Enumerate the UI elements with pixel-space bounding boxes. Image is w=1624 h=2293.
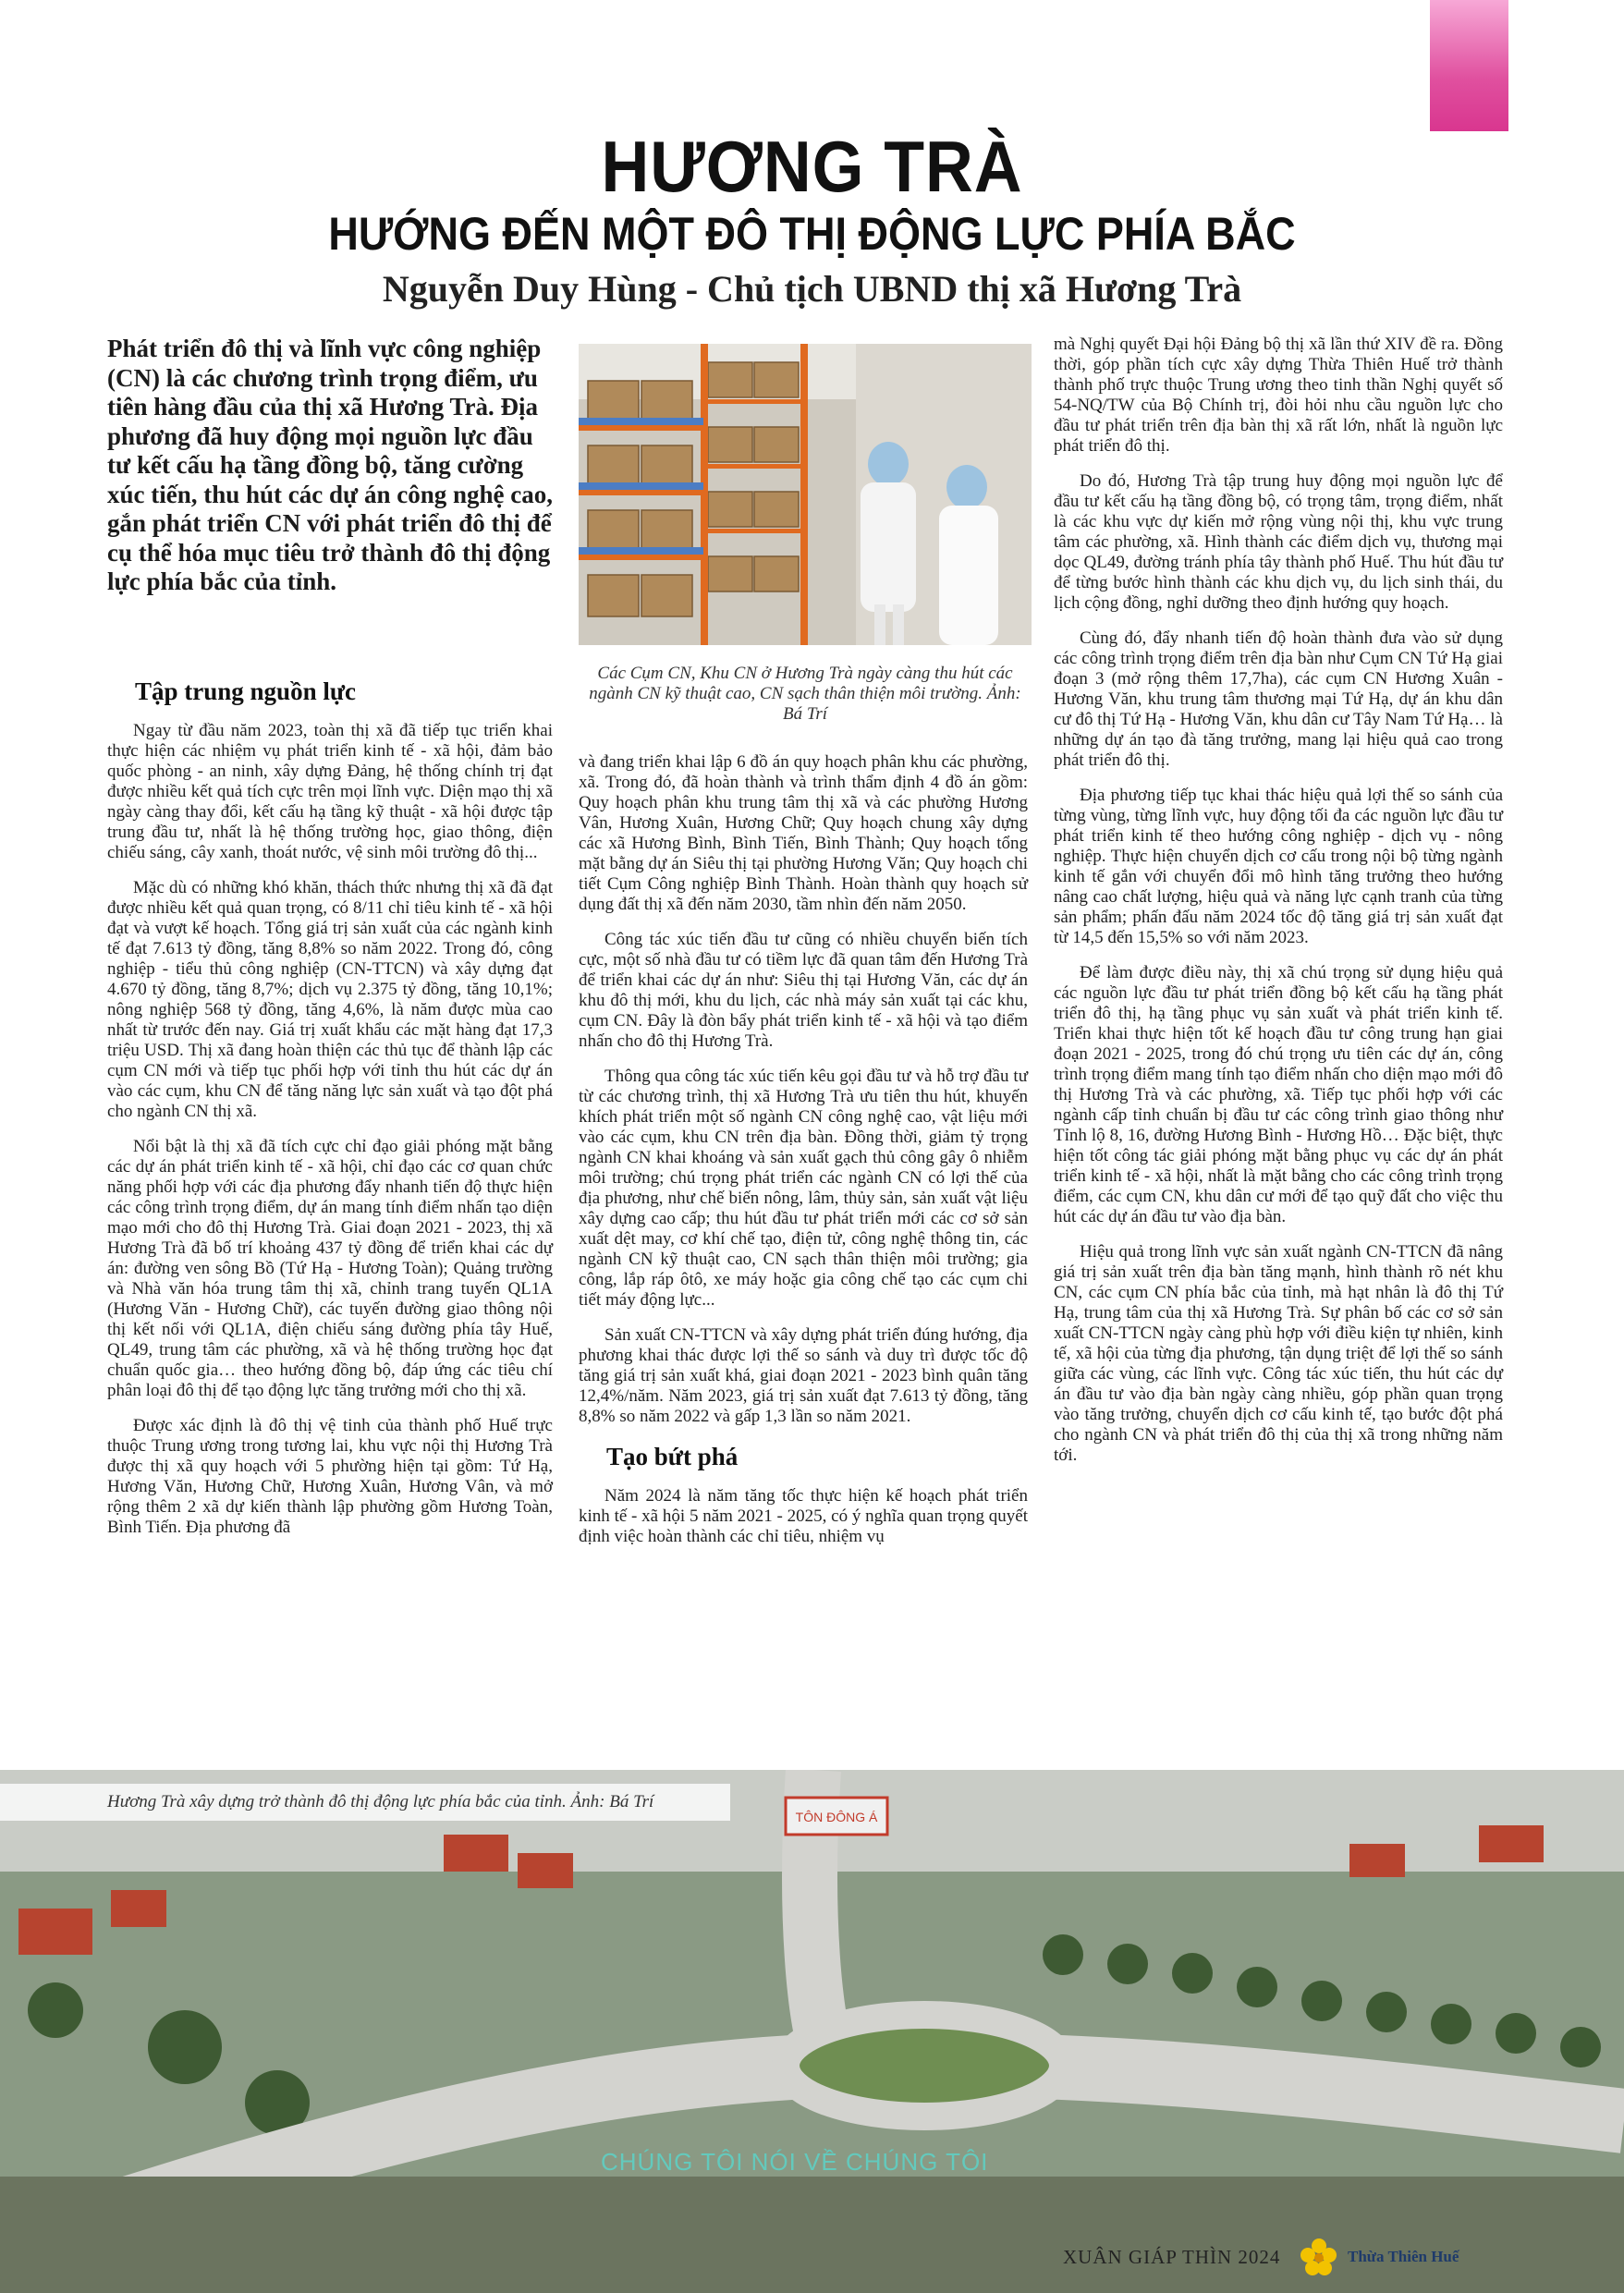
brand-name: Thừa Thiên Huế — [1348, 2248, 1459, 2265]
article-title: HƯƠNG TRÀ — [601, 126, 1023, 207]
column-left — [107, 677, 553, 1553]
paragraph: mà Nghị quyết Đại hội Đảng bộ thị xã lần thứ XIV đề ra. Đồng thời, góp phần tích cực xây dựng Thừa Thiên Huế trở thành thành phố trực thuộc Trung ương theo tinh thần Nghị quyết số 54-NQ/TW của Bộ Chính trị, đòi hỏi nhu cầu nguồn lực cho đầu tư phát triển trên địa bàn thị xã rất lớn, nhất là nguồn lực phát triển đô thị. — [1054, 335, 1503, 456]
column-middle — [579, 752, 1028, 1562]
issue-name: XUÂN GIÁP THÌN 2024 — [1063, 2246, 1281, 2268]
paragraph: Do đó, Hương Trà tập trung huy động mọi nguồn lực để đầu tư kết cấu hạ tầng đồng bộ, có trọng tâm, trọng điểm, nhất là các khu vực dự kiến mở rộng vùng nội thị, khu vực trung tâm các phường, xã. Hình thành các điểm dịch vụ, thương mại dọc QL49, đường tránh phía tây thành phố Huế. Thu hút đầu tư để từng bước hình thành các khu dịch vụ, du lịch sinh thái, du lịch cộng đồng, nghỉ dưỡng theo định hướng quy hoạch. — [1054, 471, 1503, 613]
paragraph: Năm 2024 là năm tăng tốc thực hiện kế hoạch phát triển kinh tế - xã hội 5 năm 2021 - 2025, có ý nghĩa quan trọng quyết định việc hoàn thành các chỉ tiêu, nhiệm vụ — [579, 1486, 1028, 1546]
article-subtitle: HƯỚNG ĐẾN MỘT ĐÔ THỊ ĐỘNG LỰC PHÍA BẮC — [328, 208, 1296, 260]
paragraph: Địa phương tiếp tục khai thác hiệu quả lợi thế so sánh của từng vùng, từng lĩnh vực, huy động tối đa các nguồn lực đầu tư phát triển kinh tế theo hướng công nghiệp - dịch vụ - nông nghiệp. Thực hiện chuyển dịch cơ cấu trong nội bộ từng ngành kinh tế gắn với chuyển đổi mô hình tăng trưởng theo hướng nâng cao chất lượng, hiệu quả và năng lực cạnh tranh của từng sản phẩm; phấn đấu năm 2024 tốc độ tăng giá trị sản xuất đạt từ 14,5 đến 15,5% so với năm 2023. — [1054, 786, 1503, 947]
section-heading: Tạo bứt phá — [606, 1443, 739, 1470]
paragraph: Nổi bật là thị xã đã tích cực chỉ đạo giải phóng mặt bằng các dự án phát triển kinh tế - xã hội, chỉ đạo các cơ quan chức năng phối hợp với các địa phương đẩy nhanh tiến độ thực hiện các công trình trọng điểm, dự án mang tính điểm nhấn tạo diện mạo mới cho đô thị Hương Trà. Giai đoạn 2021 - 2023, thị xã Hương Trà đã bố trí khoảng 437 tỷ đồng để triển khai các dự án: đường ven sông Bồ (Tứ Hạ - Hương Toàn); Quảng trường và Nhà văn hóa trung tâm thị xã, chỉnh trang tuyến QL1A (Hương Văn - Hương Chữ), các tuyến đường giao thông nội thị kết nối với QL1A, điện chiếu sáng đường phía tây Huế, QL49, trung tâm các phường, xã và hệ thống trường học đạt chuẩn quốc gia… theo hướng đồng bộ, đáp ứng các tiêu chí phân loại đô thị để tạo động lực tăng trưởng mới cho thị xã. — [107, 1137, 553, 1400]
column-right — [1054, 335, 1503, 1481]
paragraph: Cùng đó, đẩy nhanh tiến độ hoàn thành đưa vào sử dụng các công trình trọng điểm trên địa bàn như Cụm CN Tứ Hạ giai đoạn 3 (mở rộng thêm 17,7ha), các cụm CN Hương Xuân - Hương Văn, khu trung tâm thương mại Tứ Hạ, dự án khu dân cư đô thị Tứ Hạ - Hương Văn, khu dân cư Tây Nam Tứ Hạ… là những dự án tạo đà tăng trưởng, mang lại hiệu quả cao trong phát triển đô thị. — [1054, 628, 1503, 770]
paragraph: Sản xuất CN-TTCN và xây dựng phát triển đúng hướng, địa phương khai thác được lợi thế so sánh và duy trì được tốc độ tăng giá trị sản xuất khá, giai đoạn 2021 - 2023 bình quân tăng 12,4%/năm. Năm 2023, giá trị sản xuất đạt 7.613 tỷ đồng, tăng 8,8% so năm 2022 và gấp 1,3 lần so năm 2021. — [579, 1325, 1028, 1426]
section-heading: Tập trung nguồn lực — [135, 677, 357, 705]
paragraph: Để làm được điều này, thị xã chú trọng sử dụng hiệu quả các nguồn lực đầu tư phát triển đồng bộ kết cấu hạ tầng phát triển đô thị, hạ tầng phục vụ sản xuất và phát triển kinh tế. Triển khai thực hiện tốt kế hoạch đầu tư công trung hạn giai đoạn 2021 - 2025, trong đó chú trọng ưu tiên các dự án, công trình trọng điểm mang tính tạo điểm nhấn cho diện mạo mới đô thị Hương Trà và các phường, xã. Tiếp tục phối hợp với các ngành cấp tỉnh chuẩn bị đầu tư các công trình giao thông như Tỉnh lộ 8, 16, đường Hương Bình - Hương Hồ… Đặc biệt, thực hiện tốt công tác giải phóng mặt bằng phục vụ các dự án phát triển kinh tế - xã hội, nhất là mặt bằng cho các công trình trọng điểm, các cụm CN, khu dân cư mới để tạo quỹ đất cho việc thu hút các dự án đầu tư vào địa bàn. — [1054, 963, 1503, 1226]
article-lead: Phát triển đô thị và lĩnh vực công nghiệp (CN) là các chương trình trọng điểm, ưu tiên hàng đầu của thị xã Hương Trà. Địa phương đã huy động mọi nguồn lực đầu tư kết cấu hạ tầng đồng bộ, tăng cường xúc tiến, thu hút các dự án công nghệ cao, gắn phát triển CN với phát triển đô thị để cụ thể hóa mục tiêu trở thành đô thị động lực phía bắc của tỉnh. — [107, 335, 553, 595]
section-watermark: CHÚNG TÔI NÓI VỀ CHÚNG TÔI — [601, 2148, 989, 2176]
aerial-photo-caption: Hương Trà xây dựng trở thành đô thị động lực phía bắc của tỉnh. Ảnh: Bá Trí — [0, 1784, 730, 1821]
warehouse-photo-caption: Các Cụm CN, Khu CN ở Hương Trà ngày càng thu hút các ngành CN kỹ thuật cao, CN sạch thân thiện môi trường. Ảnh: Bá Trí — [589, 664, 1021, 724]
paragraph: Được xác định là đô thị vệ tinh của thành phố Huế trực thuộc Trung ương trong tương lai, khu vực nội thị Hương Trà được thị xã quy hoạch với 5 phường hiện tại gồm: Tứ Hạ, Hương Văn, Hương Chữ, Hương Xuân, Hương Vân, và mở rộng thêm 2 xã dự kiến thành lập phường gồm Hương Toàn, Bình Tiến. Địa phương đã — [107, 1416, 553, 1537]
paragraph: Thông qua công tác xúc tiến kêu gọi đầu tư và hỗ trợ đầu tư từ các chương trình, thị xã Hương Trà ưu tiên thu hút, khuyến khích phát triển một số ngành CN công nghệ cao, vật liệu mới vào các cụm, khu CN trên địa bàn. Đồng thời, giảm tỷ trọng ngành CN khai khoáng và sản xuất gạch thủ công gây ô nhiễm môi trường; chú trọng phát triển các ngành CN có lợi thế của địa phương, như chế biến nông, lâm, thủy sản, sản xuất vật liệu xây dựng cao cấp; thu hút đầu tư phát triển mới các cơ sở sản xuất dệt may, cơ khí chế tạo, điện tử, công nghệ thông tin, các ngành CN kỹ thuật cao, CN sạch thân thiện môi trường; gia công, lắp ráp ôtô, xe máy hoặc gia công chế tạo các cụm chi tiết máy động lực... — [579, 1067, 1028, 1310]
paragraph: Hiệu quả trong lĩnh vực sản xuất ngành CN-TTCN đã nâng giá trị sản xuất trên địa bàn tăng mạnh, hình thành rõ nét khu CN, các cụm CN phía bắc của tỉnh, mà hạt nhân là đô thị Tứ Hạ, trung tâm của thị xã Hương Trà. Sự phân bố các cơ sở sản xuất CN-TTCN ngày càng phù hợp với điều kiện tự nhiên, kinh tế, xã hội của từng địa phương, tận dụng triệt để lợi thế so sánh giữa các vùng, các lĩnh vực. Công tác xúc tiến, thu hút các dự án đầu tư vào địa bàn ngày càng nhiều, góp phần quan trọng vào tăng trưởng, chuyển dịch cơ cấu kinh tế, tạo bước đột phá cho ngành CN và phát triển đô thị của thị xã trong những năm tới. — [1054, 1242, 1503, 1465]
billboard-text: TÔN ĐÔNG Á — [795, 1810, 878, 1824]
page-corner-tab — [1430, 0, 1508, 131]
aerial-town-photo — [0, 1770, 1624, 2293]
flower-logo-icon — [1296, 2235, 1342, 2281]
paragraph: và đang triển khai lập 6 đồ án quy hoạch phân khu các phường, xã. Trong đó, đã hoàn thành và trình thẩm định 4 đồ án gồm: Quy hoạch phân khu trung tâm thị xã và các phường Hương Vân, Hương Xuân, Hương Chữ; Quy hoạch chung xây dựng các xã Hương Bình, Bình Tiến, Bình Thành; Quy hoạch tổng mặt bằng dự án Siêu thị tại phường Hương Văn; Quy hoạch chi tiết Cụm Công nghiệp Bình Thành. Hoàn thành quy hoạch sử dụng đất thị xã đến năm 2030, tầm nhìn đến năm 2050. — [579, 752, 1028, 914]
paragraph: Công tác xúc tiến đầu tư cũng có nhiều chuyển biến tích cực, một số nhà đầu tư có tiềm lực đã quan tâm đến Hương Trà để triển khai các dự án như: Siêu thị tại Hương Văn, các dự án khu đô thị mới, khu du lịch, các nhà máy sản xuất tại các khu, cụm CN. Đây là đòn bẩy phát triển kinh tế - xã hội và tạo điểm nhấn cho đô thị Hương Trà. — [579, 930, 1028, 1051]
warehouse-photo — [579, 344, 1032, 645]
page-footer — [1063, 2246, 1544, 2274]
warehouse-illustration — [579, 344, 1032, 645]
aerial-illustration — [0, 1770, 1624, 2293]
article-byline: Nguyễn Duy Hùng - Chủ tịch UBND thị xã Hương Trà — [382, 268, 1242, 310]
paragraph: Ngay từ đầu năm 2023, toàn thị xã đã tiếp tục triển khai thực hiện các nhiệm vụ phát triển kinh tế - xã hội, đảm bảo quốc phòng - an ninh, xây dựng Đảng, hệ thống chính trị đạt được nhiều kết quả tích cực trên mọi lĩnh vực. Diện mạo thị xã ngày càng thay đổi, kết cấu hạ tầng kỹ thuật - xã hội được tập trung đầu tư, nhất là hệ thống trường học, giao thông, điện chiếu sáng, cây xanh, thoát nước, vệ sinh môi trường đô thị... — [107, 721, 553, 862]
article-header — [0, 128, 1624, 312]
paragraph: Mặc dù có những khó khăn, thách thức nhưng thị xã đã đạt được nhiều kết quả quan trọng, có 8/11 chỉ tiêu kinh tế - xã hội đạt và vượt kế hoạch. Tổng giá trị sản xuất của các ngành kinh tế đạt 7.613 tỷ đồng, tăng 8,8% so năm 2022. Trong đó, công nghiệp - tiểu thủ công nghiệp (CN-TTCN) và xây dựng đạt 4.670 tỷ đồng, tăng 8,7%; dịch vụ 2.375 tỷ đồng, tăng 10,1%; nông nghiệp 568 tỷ đồng, tăng 4,6%, là năm được mùa cao nhất từ trước đến nay. Giá trị xuất khẩu các mặt hàng đạt 17,3 triệu USD. Thị xã đang hoàn thiện các thủ tục để thành lập các cụm CN mới và tiếp tục phối hợp với tỉnh thu hút các dự án vào các cụm, khu CN để tăng năng lực sản xuất và tạo đột phá cho ngành CN thị xã. — [107, 878, 553, 1121]
